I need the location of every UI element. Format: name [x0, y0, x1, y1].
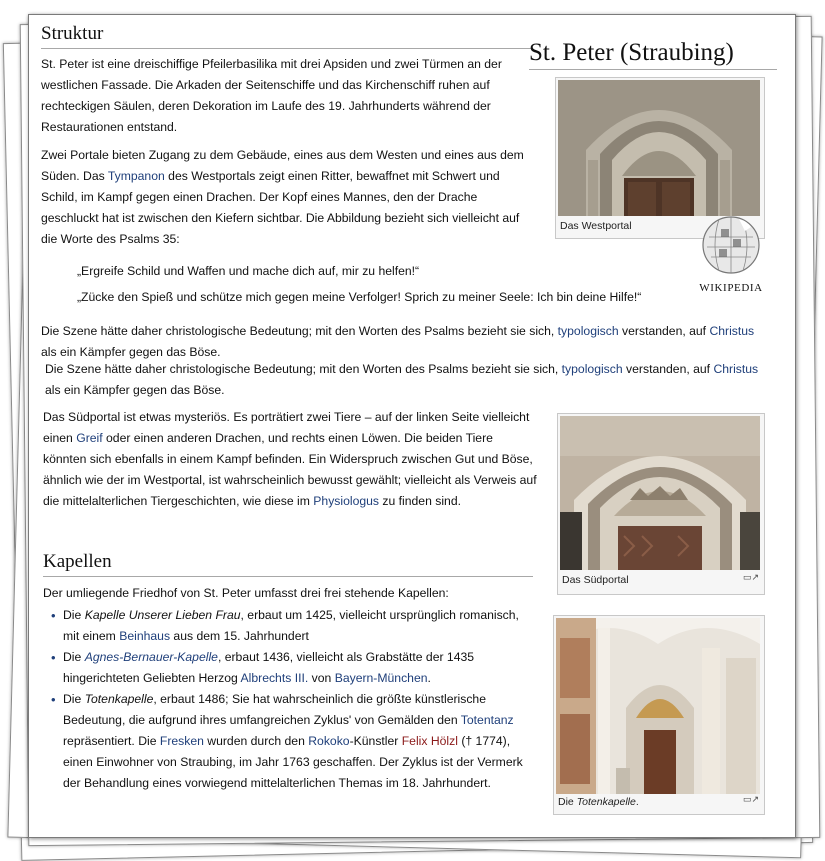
chapel-list [49, 605, 533, 794]
quote: „Ergreife Schild und Waffen und mache dich auf, mir zu helfen!“ [77, 264, 420, 278]
image-caption: Das Südportal [562, 574, 629, 586]
suedportal-photo [560, 416, 760, 570]
paragraph: Die Szene hätte daher christologische Bedeutung; mit den Worten des Psalms bezieht sie sich, typologisch verstanden, auf Christus als ein Kämpfer gegen das Böse. [45, 362, 759, 397]
list-item: • Die Agnes-Bernauer-Kapelle, erbaut 1436, vielleicht als Grabstätte der 1435 hingerichteten Geliebten Herzog Albrechts III. von Bayern-München. [49, 647, 533, 689]
image-caption: Das Westportal [560, 220, 632, 232]
paragraph: Der umliegende Friedhof von St. Peter umfasst drei frei stehende Kapellen: [43, 586, 449, 600]
section-heading-kapellen: Kapellen [43, 551, 112, 572]
section-heading-struktur: Struktur [41, 23, 104, 44]
list-item: • Die Totenkapelle, erbaut 1486; Sie hat wahrscheinlich die größte künstlerische Bedeutung, die aufgrund ihres umfangreichen Zyklus' von Gemälden den Totentanz repräsentiert. Die Fresken wurden durch den Rokoko-Künstler Felix Hölzl († 1774), einen Einwohner von Straubing, im Jahr 1763 geschaffen. Der Zyklus ist der Vermerk der Behandlung eines vorwiegend mittelalterlichen Themas im 18. Jahrhundert. [49, 689, 533, 794]
article-title: St. Peter (Straubing) [529, 39, 734, 66]
heading-rule [41, 48, 531, 49]
link-physiologus[interactable]: Physiologus [313, 494, 379, 508]
paragraph: Das Südportal ist etwas mysteriös. Es porträtiert zwei Tiere – auf der linken Seite vielleicht einen Greif oder einen anderen Drachen, und rechts einen Löwen. Die beiden Tiere könnten sich ebenfalls in einem Kampf befinden. Ein Widerspruch zwischen Gut und Böse, ähnlich wie der im Westportal, ist wahrscheinlich bewusst gewählt; vielleicht als Verweis auf die mittelalterlichen Tiergeschichten, wie diese im Physiologus zu finden sind. [43, 410, 537, 508]
paragraph: Die Szene hätte daher christologische Bedeutung; mit den Worten des Psalms bezieht sie sich, typologisch verstanden, auf Christus als ein Kämpfer gegen das Böse. [41, 324, 755, 359]
paragraph: Zwei Portale bieten Zugang zu dem Gebäude, eines aus dem Westen und eines aus dem Süden. Das Tympanon des Westportals zeigt einen Ritter, bewaffnet mit Schwert und Schild, im Kampf gegen einen Drachen. Der Kopf eines Mannes, den der Drache geschluckt hat ist zwischen den Kiefern sichtbar. Die Abbildung bezieht sich vielleicht auf die Worte des Psalms 35: [41, 148, 524, 246]
wikipedia-wordmark: WIKIPEDIA [699, 282, 763, 294]
link-albrechts-iii[interactable]: Albrechts III. [240, 671, 309, 685]
suedportal-thumbnail[interactable] [557, 413, 765, 595]
link-christus[interactable]: Christus [713, 362, 759, 376]
paragraph: St. Peter ist eine dreischiffige Pfeilerbasilika mit drei Apsiden und zwei Türmen an der westlichen Fassade. Die Arkaden der Seitenschiffe und das Kirchenschiff ruhen auf rechteckigen Säulen, deren Dekoration im Laufe des 19. Jahrhunderts während der Restaurationen entstand. [41, 57, 502, 134]
link-rokoko[interactable]: Rokoko [308, 734, 350, 748]
link-typologisch[interactable]: typologisch [557, 324, 619, 338]
heading-rule [43, 576, 533, 577]
link-totentanz[interactable]: Totentanz [460, 713, 514, 727]
link-fresken[interactable]: Fresken [159, 734, 204, 748]
list-item: • Die Kapelle Unserer Lieben Frau, erbaut um 1425, vielleicht ursprünglich romanisch, mit einem Beinhaus aus dem 15. Jahrhundert [49, 605, 533, 647]
magnify-icon[interactable]: ▭↗ [742, 794, 759, 804]
wikipedia-logo [691, 213, 771, 301]
link-christus[interactable]: Christus [709, 324, 755, 338]
wikipedia-globe-icon [699, 213, 763, 277]
link-tympanon[interactable]: Tympanon [107, 169, 165, 183]
article-page [28, 14, 796, 838]
link-beinhaus[interactable]: Beinhaus [119, 629, 171, 643]
quote: „Zücke den Spieß und schütze mich gegen meine Verfolger! Sprich zu meiner Seele: Ich bin deine Hilfe!“ [77, 290, 642, 304]
link-agnes-bernauer-kapelle[interactable]: Agnes-Bernauer-Kapelle [84, 650, 218, 664]
link-bayern-muenchen[interactable]: Bayern-München [334, 671, 428, 685]
westportal-photo [558, 80, 760, 216]
link-felix-hoelzl[interactable]: Felix Hölzl [401, 734, 458, 748]
magnify-icon[interactable]: ▭↗ [742, 572, 759, 582]
totenkapelle-thumbnail[interactable] [553, 615, 765, 815]
title-rule [529, 69, 777, 70]
image-caption: Die Totenkapelle. [558, 796, 639, 808]
totenkapelle-photo [556, 618, 760, 794]
link-typologisch[interactable]: typologisch [561, 362, 623, 376]
link-greif[interactable]: Greif [76, 431, 103, 445]
